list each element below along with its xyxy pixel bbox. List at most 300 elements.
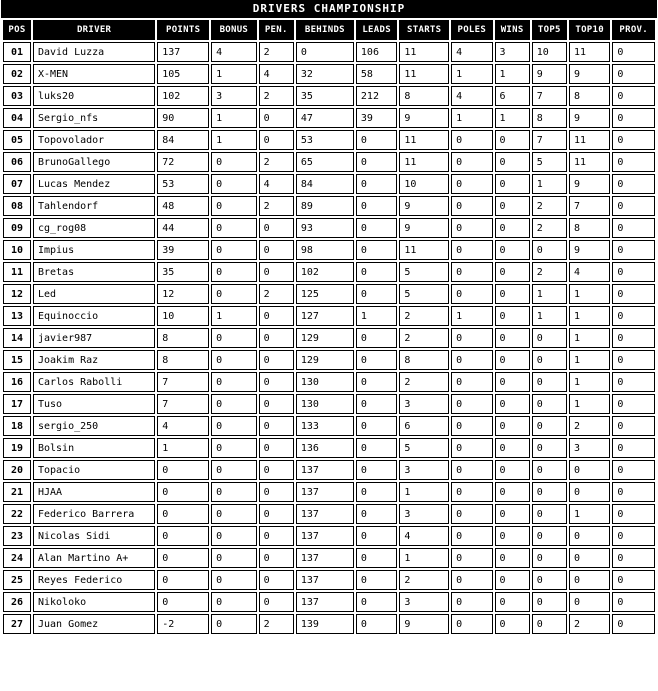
cell-driver: Bolsin: [33, 438, 155, 458]
cell-pen: 0: [259, 504, 294, 524]
table-row: [3, 570, 655, 590]
cell-bonus: 0: [211, 152, 257, 172]
cell-points: 12: [157, 284, 209, 304]
cell-behinds: 32: [296, 64, 354, 84]
cell-driver: BrunoGallego: [33, 152, 155, 172]
cell-pen: 0: [259, 416, 294, 436]
cell-prov: 0: [612, 350, 655, 370]
cell-behinds: 84: [296, 174, 354, 194]
cell-leads: 0: [356, 438, 397, 458]
cell-pos: 22: [3, 504, 31, 524]
cell-leads: 106: [356, 42, 397, 62]
column-header-leads: LEADS: [356, 20, 397, 40]
cell-prov: 0: [612, 240, 655, 260]
cell-top10: 9: [569, 240, 610, 260]
cell-bonus: 0: [211, 460, 257, 480]
cell-pen: 4: [259, 64, 294, 84]
cell-prov: 0: [612, 218, 655, 238]
cell-behinds: 136: [296, 438, 354, 458]
standings-table: [1, 18, 657, 636]
cell-pen: 0: [259, 438, 294, 458]
cell-prov: 0: [612, 108, 655, 128]
cell-driver: Topacio: [33, 460, 155, 480]
cell-pen: 0: [259, 460, 294, 480]
table-row: [3, 614, 655, 634]
cell-pen: 0: [259, 548, 294, 568]
cell-top5: 1: [532, 174, 567, 194]
cell-pos: 24: [3, 548, 31, 568]
cell-driver: X-MEN: [33, 64, 155, 84]
cell-leads: 0: [356, 570, 397, 590]
cell-wins: 0: [495, 284, 530, 304]
cell-leads: 58: [356, 64, 397, 84]
cell-top5: 0: [532, 526, 567, 546]
cell-pos: 03: [3, 86, 31, 106]
cell-wins: 0: [495, 548, 530, 568]
cell-wins: 0: [495, 570, 530, 590]
cell-top10: 0: [569, 526, 610, 546]
cell-pen: 0: [259, 108, 294, 128]
cell-bonus: 0: [211, 262, 257, 282]
cell-pen: 2: [259, 86, 294, 106]
cell-starts: 5: [399, 262, 449, 282]
cell-poles: 0: [451, 174, 492, 194]
column-header-starts: STARTS: [399, 20, 449, 40]
cell-pen: 2: [259, 284, 294, 304]
cell-pos: 25: [3, 570, 31, 590]
table-row: [3, 64, 655, 84]
cell-wins: 0: [495, 592, 530, 612]
cell-driver: Joakim Raz: [33, 350, 155, 370]
cell-bonus: 0: [211, 328, 257, 348]
cell-pen: 0: [259, 262, 294, 282]
cell-pen: 0: [259, 240, 294, 260]
cell-pos: 20: [3, 460, 31, 480]
cell-pos: 01: [3, 42, 31, 62]
cell-prov: 0: [612, 394, 655, 414]
cell-pos: 06: [3, 152, 31, 172]
cell-top5: 7: [532, 130, 567, 150]
cell-prov: 0: [612, 42, 655, 62]
table-row: [3, 42, 655, 62]
table-row: [3, 130, 655, 150]
cell-starts: 9: [399, 196, 449, 216]
cell-bonus: 4: [211, 42, 257, 62]
cell-starts: 4: [399, 526, 449, 546]
cell-poles: 1: [451, 108, 492, 128]
table-row: [3, 548, 655, 568]
cell-poles: 0: [451, 350, 492, 370]
cell-wins: 0: [495, 416, 530, 436]
cell-pen: 2: [259, 196, 294, 216]
table-row: [3, 526, 655, 546]
cell-pen: 0: [259, 328, 294, 348]
cell-bonus: 0: [211, 284, 257, 304]
cell-top5: 2: [532, 218, 567, 238]
cell-top5: 0: [532, 482, 567, 502]
table-row: [3, 284, 655, 304]
column-header-poles: POLES: [451, 20, 492, 40]
cell-bonus: 0: [211, 592, 257, 612]
cell-top10: 1: [569, 350, 610, 370]
cell-pen: 0: [259, 306, 294, 326]
cell-wins: 3: [495, 42, 530, 62]
cell-behinds: 137: [296, 482, 354, 502]
cell-driver: Tuso: [33, 394, 155, 414]
table-row: [3, 108, 655, 128]
table-row: [3, 174, 655, 194]
cell-starts: 3: [399, 504, 449, 524]
cell-top5: 0: [532, 504, 567, 524]
cell-leads: 0: [356, 526, 397, 546]
cell-starts: 9: [399, 218, 449, 238]
cell-starts: 2: [399, 328, 449, 348]
cell-poles: 0: [451, 438, 492, 458]
cell-leads: 0: [356, 284, 397, 304]
cell-pos: 10: [3, 240, 31, 260]
cell-leads: 1: [356, 306, 397, 326]
cell-leads: 0: [356, 130, 397, 150]
cell-top10: 8: [569, 86, 610, 106]
cell-prov: 0: [612, 438, 655, 458]
cell-points: 0: [157, 504, 209, 524]
cell-poles: 1: [451, 306, 492, 326]
cell-top10: 11: [569, 152, 610, 172]
cell-pen: 4: [259, 174, 294, 194]
column-header-wins: WINS: [495, 20, 530, 40]
cell-poles: 0: [451, 218, 492, 238]
cell-starts: 11: [399, 152, 449, 172]
cell-pos: 21: [3, 482, 31, 502]
cell-leads: 0: [356, 196, 397, 216]
cell-prov: 0: [612, 64, 655, 84]
cell-prov: 0: [612, 262, 655, 282]
cell-top10: 2: [569, 416, 610, 436]
cell-driver: Tahlendorf: [33, 196, 155, 216]
cell-top5: 10: [532, 42, 567, 62]
cell-driver: sergio_250: [33, 416, 155, 436]
cell-leads: 0: [356, 262, 397, 282]
cell-behinds: 89: [296, 196, 354, 216]
cell-points: 35: [157, 262, 209, 282]
cell-pen: 0: [259, 394, 294, 414]
cell-wins: 0: [495, 262, 530, 282]
cell-driver: Sergio_nfs: [33, 108, 155, 128]
cell-prov: 0: [612, 174, 655, 194]
cell-starts: 3: [399, 394, 449, 414]
table-body: [3, 42, 655, 634]
cell-behinds: 102: [296, 262, 354, 282]
cell-behinds: 93: [296, 218, 354, 238]
cell-top10: 2: [569, 614, 610, 634]
cell-leads: 0: [356, 548, 397, 568]
cell-behinds: 98: [296, 240, 354, 260]
cell-top10: 11: [569, 130, 610, 150]
cell-wins: 0: [495, 614, 530, 634]
cell-driver: Topovolador: [33, 130, 155, 150]
cell-leads: 0: [356, 240, 397, 260]
cell-top10: 9: [569, 64, 610, 84]
cell-top5: 0: [532, 394, 567, 414]
cell-wins: 0: [495, 460, 530, 480]
cell-leads: 0: [356, 592, 397, 612]
cell-bonus: 0: [211, 526, 257, 546]
cell-top5: 0: [532, 372, 567, 392]
cell-top5: 0: [532, 240, 567, 260]
cell-poles: 0: [451, 152, 492, 172]
cell-wins: 0: [495, 394, 530, 414]
cell-poles: 0: [451, 196, 492, 216]
cell-wins: 0: [495, 350, 530, 370]
cell-top10: 3: [569, 438, 610, 458]
cell-points: 0: [157, 592, 209, 612]
cell-bonus: 0: [211, 240, 257, 260]
cell-behinds: 125: [296, 284, 354, 304]
cell-top10: 9: [569, 108, 610, 128]
cell-top5: 0: [532, 416, 567, 436]
cell-top10: 0: [569, 482, 610, 502]
cell-top10: 1: [569, 284, 610, 304]
cell-behinds: 47: [296, 108, 354, 128]
cell-top5: 0: [532, 350, 567, 370]
cell-points: 105: [157, 64, 209, 84]
cell-pos: 27: [3, 614, 31, 634]
cell-prov: 0: [612, 614, 655, 634]
cell-behinds: 127: [296, 306, 354, 326]
table-row: [3, 460, 655, 480]
cell-points: 72: [157, 152, 209, 172]
column-header-points: POINTS: [157, 20, 209, 40]
cell-poles: 0: [451, 548, 492, 568]
cell-top10: 1: [569, 328, 610, 348]
cell-behinds: 137: [296, 592, 354, 612]
cell-driver: Impius: [33, 240, 155, 260]
cell-behinds: 129: [296, 350, 354, 370]
cell-top10: 1: [569, 504, 610, 524]
cell-behinds: 133: [296, 416, 354, 436]
cell-top10: 4: [569, 262, 610, 282]
cell-poles: 1: [451, 64, 492, 84]
table-row: [3, 350, 655, 370]
cell-bonus: 0: [211, 174, 257, 194]
cell-pos: 18: [3, 416, 31, 436]
cell-starts: 3: [399, 592, 449, 612]
cell-starts: 2: [399, 372, 449, 392]
cell-top10: 1: [569, 394, 610, 414]
table-header-row: [3, 20, 655, 40]
cell-points: -2: [157, 614, 209, 634]
cell-driver: javier987: [33, 328, 155, 348]
cell-wins: 0: [495, 196, 530, 216]
cell-behinds: 137: [296, 460, 354, 480]
cell-starts: 1: [399, 482, 449, 502]
cell-bonus: 3: [211, 86, 257, 106]
cell-starts: 11: [399, 64, 449, 84]
table-row: [3, 592, 655, 612]
cell-leads: 0: [356, 328, 397, 348]
cell-points: 48: [157, 196, 209, 216]
cell-prov: 0: [612, 130, 655, 150]
cell-bonus: 0: [211, 504, 257, 524]
cell-pen: 0: [259, 130, 294, 150]
table-row: [3, 394, 655, 414]
cell-points: 0: [157, 548, 209, 568]
cell-leads: 0: [356, 394, 397, 414]
table-row: [3, 218, 655, 238]
cell-points: 90: [157, 108, 209, 128]
cell-starts: 11: [399, 42, 449, 62]
cell-driver: Alan Martino A+: [33, 548, 155, 568]
cell-bonus: 0: [211, 196, 257, 216]
cell-prov: 0: [612, 284, 655, 304]
cell-behinds: 137: [296, 504, 354, 524]
cell-poles: 0: [451, 482, 492, 502]
cell-wins: 0: [495, 526, 530, 546]
cell-leads: 0: [356, 482, 397, 502]
cell-points: 44: [157, 218, 209, 238]
table-row: [3, 482, 655, 502]
cell-bonus: 0: [211, 350, 257, 370]
cell-pos: 12: [3, 284, 31, 304]
cell-pen: 0: [259, 526, 294, 546]
cell-driver: Juan Gomez: [33, 614, 155, 634]
cell-behinds: 137: [296, 526, 354, 546]
cell-points: 7: [157, 394, 209, 414]
cell-leads: 0: [356, 614, 397, 634]
cell-poles: 0: [451, 284, 492, 304]
cell-leads: 0: [356, 350, 397, 370]
cell-top5: 7: [532, 86, 567, 106]
cell-leads: 212: [356, 86, 397, 106]
cell-prov: 0: [612, 416, 655, 436]
cell-wins: 1: [495, 64, 530, 84]
cell-driver: cg_rog08: [33, 218, 155, 238]
cell-points: 0: [157, 460, 209, 480]
column-header-driver: DRIVER: [33, 20, 155, 40]
cell-starts: 2: [399, 306, 449, 326]
cell-driver: Reyes Federico: [33, 570, 155, 590]
cell-starts: 10: [399, 174, 449, 194]
cell-driver: Nikoloko: [33, 592, 155, 612]
table-row: [3, 262, 655, 282]
cell-poles: 0: [451, 240, 492, 260]
column-header-pos: POS: [3, 20, 31, 40]
cell-top5: 1: [532, 284, 567, 304]
cell-top5: 2: [532, 262, 567, 282]
cell-points: 0: [157, 570, 209, 590]
cell-starts: 1: [399, 548, 449, 568]
cell-points: 0: [157, 526, 209, 546]
table-row: [3, 504, 655, 524]
cell-top5: 0: [532, 460, 567, 480]
cell-poles: 0: [451, 262, 492, 282]
cell-prov: 0: [612, 570, 655, 590]
cell-starts: 11: [399, 240, 449, 260]
cell-poles: 4: [451, 86, 492, 106]
cell-prov: 0: [612, 460, 655, 480]
cell-pos: 15: [3, 350, 31, 370]
cell-points: 8: [157, 350, 209, 370]
table-row: [3, 196, 655, 216]
cell-bonus: 0: [211, 548, 257, 568]
cell-wins: 0: [495, 240, 530, 260]
cell-starts: 9: [399, 108, 449, 128]
table-row: [3, 328, 655, 348]
cell-top5: 2: [532, 196, 567, 216]
cell-pos: 14: [3, 328, 31, 348]
cell-poles: 0: [451, 504, 492, 524]
cell-top10: 1: [569, 306, 610, 326]
cell-pos: 17: [3, 394, 31, 414]
cell-starts: 5: [399, 284, 449, 304]
cell-driver: Bretas: [33, 262, 155, 282]
cell-bonus: 0: [211, 394, 257, 414]
cell-points: 53: [157, 174, 209, 194]
cell-points: 39: [157, 240, 209, 260]
cell-top10: 7: [569, 196, 610, 216]
cell-bonus: 0: [211, 482, 257, 502]
cell-pen: 0: [259, 570, 294, 590]
cell-wins: 0: [495, 372, 530, 392]
cell-bonus: 0: [211, 614, 257, 634]
cell-top10: 8: [569, 218, 610, 238]
cell-leads: 0: [356, 372, 397, 392]
cell-points: 84: [157, 130, 209, 150]
cell-leads: 0: [356, 152, 397, 172]
cell-wins: 0: [495, 306, 530, 326]
cell-pen: 0: [259, 350, 294, 370]
cell-poles: 0: [451, 130, 492, 150]
cell-top5: 8: [532, 108, 567, 128]
cell-top5: 0: [532, 548, 567, 568]
cell-top5: 0: [532, 438, 567, 458]
cell-pen: 2: [259, 614, 294, 634]
cell-prov: 0: [612, 372, 655, 392]
cell-prov: 0: [612, 526, 655, 546]
cell-bonus: 0: [211, 372, 257, 392]
cell-leads: 0: [356, 174, 397, 194]
cell-prov: 0: [612, 86, 655, 106]
cell-starts: 11: [399, 130, 449, 150]
cell-poles: 4: [451, 42, 492, 62]
cell-prov: 0: [612, 306, 655, 326]
cell-leads: 0: [356, 218, 397, 238]
cell-poles: 0: [451, 460, 492, 480]
cell-poles: 0: [451, 372, 492, 392]
cell-points: 137: [157, 42, 209, 62]
cell-top10: 0: [569, 570, 610, 590]
cell-wins: 0: [495, 218, 530, 238]
cell-prov: 0: [612, 196, 655, 216]
cell-driver: David Luzza: [33, 42, 155, 62]
cell-poles: 0: [451, 328, 492, 348]
cell-leads: 39: [356, 108, 397, 128]
cell-pen: 2: [259, 152, 294, 172]
cell-wins: 0: [495, 174, 530, 194]
column-header-top10: TOP10: [569, 20, 610, 40]
cell-points: 1: [157, 438, 209, 458]
cell-pos: 02: [3, 64, 31, 84]
cell-leads: 0: [356, 416, 397, 436]
cell-wins: 0: [495, 438, 530, 458]
table-row: [3, 306, 655, 326]
cell-wins: 0: [495, 152, 530, 172]
cell-behinds: 137: [296, 548, 354, 568]
cell-starts: 6: [399, 416, 449, 436]
cell-wins: 6: [495, 86, 530, 106]
cell-driver: luks20: [33, 86, 155, 106]
cell-poles: 0: [451, 614, 492, 634]
